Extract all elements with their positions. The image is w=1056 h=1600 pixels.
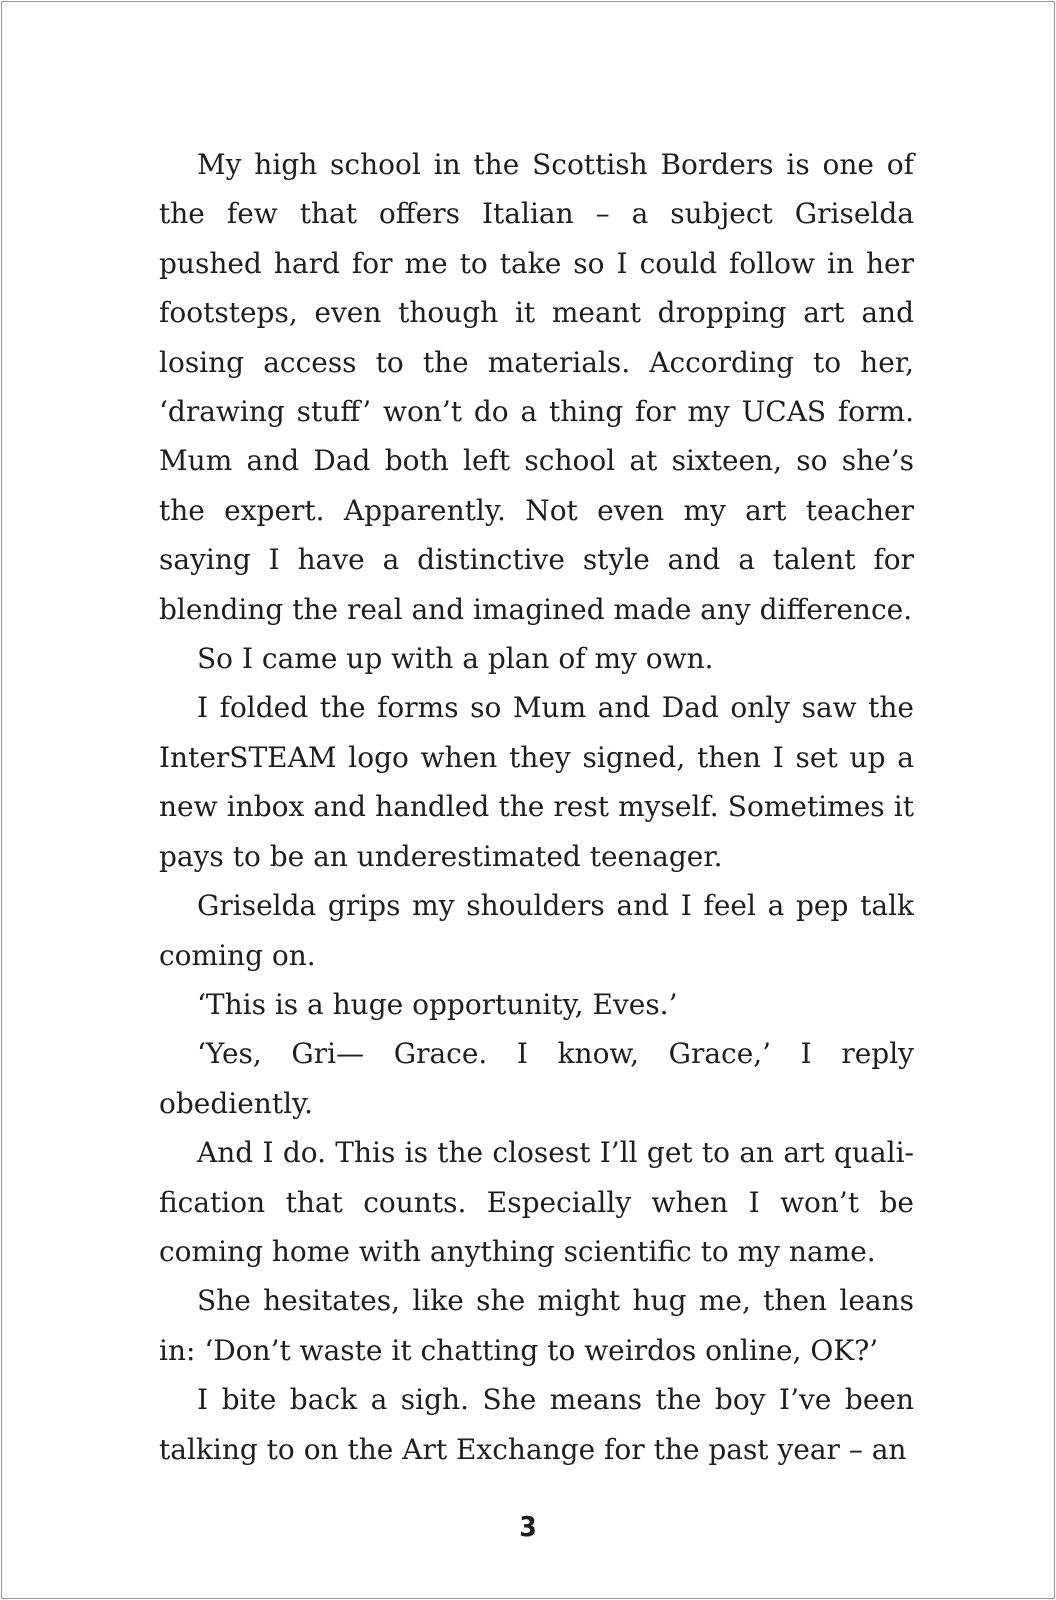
paragraph-forms: I folded the forms so Mum and Dad only saw the InterSTEAM logo when they signed, then I set up a new inbox and handled the rest myself. Sometimes it pays to be an underestimated teenager. xyxy=(159,691,914,873)
book-page xyxy=(1,1,1055,1599)
paragraph-pep-talk: Griselda grips my shoulders and I feel a pep talk coming on. xyxy=(159,889,914,972)
paragraph-reply: ‘Yes, Gri— Grace. I know, Grace,’ I reply obediently. xyxy=(159,1037,914,1120)
paragraph-plan: So I came up with a plan of my own. xyxy=(197,642,714,676)
paragraph-opportunity: ‘This is a huge opportunity, Eves.’ xyxy=(197,987,678,1021)
paragraph-hesitates: She hesitates, like she might hug me, then leans in: ‘Don’t waste it chatting to weirdos online, OK?’ xyxy=(159,1284,914,1367)
page-number: 3 xyxy=(519,1510,537,1543)
paragraph-sigh: I bite back a sigh. She means the boy I’ve been talking to on the Art Exchange for the past year – an xyxy=(159,1383,914,1466)
body-text xyxy=(159,140,914,1474)
paragraph-qualification: And I do. This is the closest I’ll get to an art qualification that counts. Especially when I won’t be coming home with anything scientific to my name. xyxy=(159,1136,914,1268)
paragraph-school: My high school in the Scottish Borders is one of the few that offers Italian – a subject Griselda pushed hard for me to take so I could follow in her footsteps, even though it meant dropping art and losing access to the materials. According to her, ‘drawing stuff’ won’t do a thing for my UCAS form. Mum and Dad both left school at sixteen, so she’s the expert. Apparently. Not even my art teacher saying I have a distinctive style and a talent for blending the real and imagined made any difference. xyxy=(159,148,914,626)
